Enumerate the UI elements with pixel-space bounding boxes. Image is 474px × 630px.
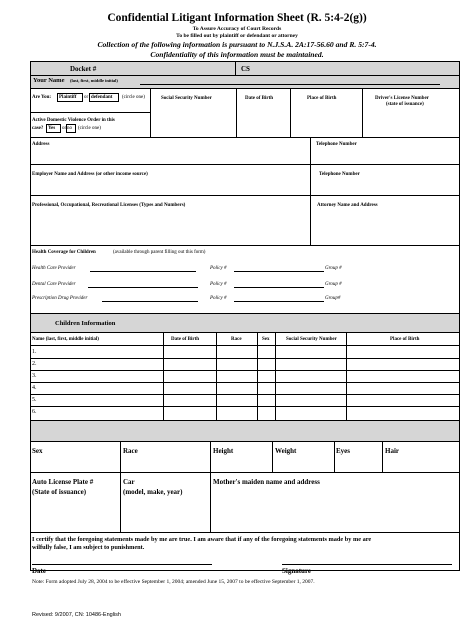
child-row-3: 3. [32, 373, 37, 379]
header-line-4: Collection of the following information is pursuant to N.J.S.A. 2A:17-56.60 and R. 5:7-4. [97, 40, 377, 49]
sex-label: Sex [32, 447, 43, 455]
weight-label: Weight [275, 447, 297, 455]
your-name-label: Your Name [33, 77, 65, 84]
health-provider-label: Health Care Provider [32, 266, 76, 271]
height-label: Height [213, 447, 234, 455]
child-row-1: 1. [32, 349, 37, 355]
prescription-provider-field[interactable] [102, 301, 198, 302]
cs-label: CS [241, 65, 250, 73]
date-field[interactable] [32, 564, 212, 565]
attorney-label: Attorney Name and Address [317, 203, 378, 208]
your-name-field[interactable] [140, 84, 440, 85]
defendant-label: defendant [91, 95, 113, 100]
form-note: Note: Form adopted July 28, 2004 to be effective September 1, 2004; amended June 15, 2007 to be effective September 1, 2007. [32, 579, 315, 585]
dv-label-line1: Active Domestic Violence Order in this [32, 118, 115, 123]
docket-label: Docket # [70, 65, 97, 73]
plate-label-line2: (State of issuance) [32, 488, 87, 496]
dl-column-header: Driver's License Number [375, 96, 429, 101]
child-row-6: 6. [32, 409, 37, 415]
children-col-name: Name (last, first, middle initial) [32, 337, 99, 342]
health-provider-field[interactable] [90, 271, 196, 272]
health-group-label: Group # [325, 266, 342, 271]
dental-provider-field[interactable] [88, 287, 198, 288]
child-row-4: 4. [32, 385, 37, 391]
dv-no-label: no [67, 126, 72, 131]
header-line-2: To Assure Accuracy of Court Records [192, 26, 282, 32]
dl-column-subheader: (state of issuance) [386, 102, 424, 107]
ssn-column-header: Social Security Number [161, 96, 212, 101]
hair-label: Hair [385, 447, 399, 455]
race-label: Race [123, 447, 138, 455]
eyes-label: Eyes [336, 447, 350, 455]
header-line-3: To be filled out by plaintiff or defendant or attorney [176, 33, 298, 39]
car-label-line2: (model, make, year) [123, 488, 183, 496]
prescription-policy-field[interactable] [234, 301, 324, 302]
plate-label-line1: Auto License Plate # [32, 478, 94, 486]
employer-phone-label: Telephone Number [319, 172, 360, 177]
separator-band [31, 421, 459, 441]
plaintiff-label: Plaintiff [59, 95, 77, 100]
certify-line2: wilfully false, I am subject to punishment. [32, 544, 145, 551]
car-label-line1: Car [123, 478, 135, 486]
address-label: Address [32, 142, 50, 147]
signature-label: Signature [282, 567, 312, 575]
form-title: Confidential Litigant Information Sheet (R. 5:4-2(g)) [107, 12, 367, 24]
dv-or-label: or [62, 126, 67, 131]
child-row-2: 2. [32, 361, 37, 367]
revised-note: Revised: 9/2007, CN: 10486-English [32, 612, 121, 618]
maiden-name-label: Mother's maiden name and address [213, 478, 320, 486]
child-row-5: 5. [32, 397, 37, 403]
address-phone-label: Telephone Number [316, 142, 357, 147]
date-label: Date [32, 567, 46, 575]
dental-group-label: Group # [325, 282, 342, 287]
children-col-race: Race [231, 337, 242, 342]
prescription-group-label: Group# [325, 296, 341, 301]
health-coverage-label: Health Coverage for Children [32, 250, 96, 255]
children-col-sex: Sex [262, 337, 270, 342]
prescription-provider-label: Prescription Drug Provider [32, 296, 88, 301]
dv-yes-label: Yes [48, 126, 56, 131]
signature-field[interactable] [282, 564, 452, 565]
children-col-dob: Date of Birth [171, 337, 200, 342]
health-policy-label: Policy # [210, 266, 227, 271]
children-col-ssn: Social Security Number [286, 337, 337, 342]
health-policy-field[interactable] [234, 271, 324, 272]
children-title: Children Information [55, 320, 116, 327]
dv-circle-hint: (circle one) [78, 126, 101, 131]
employer-label: Employer Name and Address (or other income source) [32, 172, 148, 177]
prescription-policy-label: Policy # [210, 296, 227, 301]
dental-policy-label: Policy # [210, 282, 227, 287]
your-name-hint: (last, first, middle initial) [70, 78, 118, 83]
pob-column-header: Place of Birth [307, 96, 337, 101]
header-line-5: Confidentiality of this information must be maintained. [150, 50, 324, 59]
are-you-label: Are You: [32, 95, 52, 100]
dob-column-header: Date of Birth [245, 96, 274, 101]
dental-policy-field[interactable] [234, 287, 324, 288]
certify-line1: I certify that the foregoing statements made by me are true. I am aware that if any of the foregoing statements made by me are [32, 536, 372, 543]
licenses-label: Professional, Occupational, Recreational Licenses (Types and Numbers) [32, 203, 186, 208]
are-you-circle-hint: (circle one) [122, 95, 145, 100]
health-coverage-hint: (available through parent filling out this form) [113, 250, 206, 255]
dv-label-line2: case? [32, 126, 44, 131]
or-label: or [84, 95, 89, 100]
children-col-pob: Place of Birth [390, 337, 420, 342]
dental-provider-label: Dental Care Provider [32, 282, 76, 287]
